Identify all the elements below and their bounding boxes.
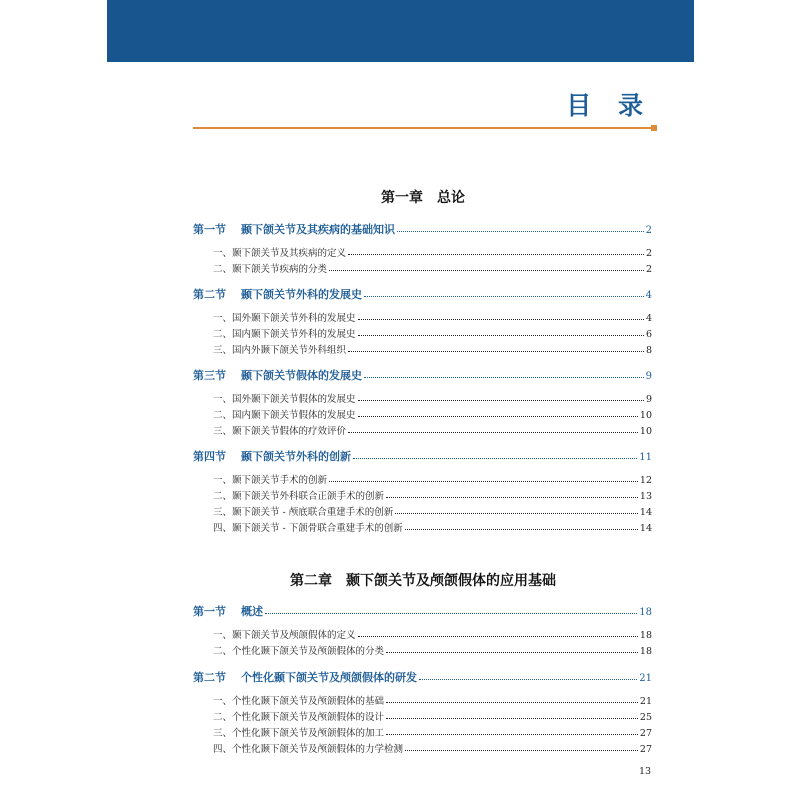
toc-section-entry[interactable] [193,669,652,685]
toc-subentry[interactable] [213,504,652,518]
subentry-label: 一、颞下颌关节及颅颌假体的定义 [213,630,356,641]
dot-leader [358,400,644,401]
page-ref: 9 [645,371,652,382]
section-number: 第二节 [193,671,226,684]
chapter-heading: 第一章 总论 [381,190,465,206]
page-ref: 14 [639,523,652,534]
page-ref: 12 [639,475,652,486]
page-ref: 18 [639,607,652,618]
dot-leader [358,319,644,320]
subentry-label: 二、颞下颌关节外科联合正颌手术的创新 [213,491,385,502]
dot-leader [329,481,638,482]
dot-leader [348,351,644,352]
dot-leader [353,458,637,459]
dot-leader [348,432,638,433]
page-ref: 25 [639,712,652,723]
dot-leader [329,270,644,271]
toc-subentry[interactable] [213,326,652,340]
dot-leader [364,296,644,297]
subentry-label: 一、国外颞下颌关节外科的发展史 [213,313,356,324]
toc-subentry[interactable] [213,407,652,421]
toc-subentry[interactable] [213,488,652,502]
dot-leader [386,718,638,719]
dot-leader [386,702,638,703]
section-number: 第一节 [193,223,226,236]
subentry-label: 二、个性化颞下颌关节及颅颌假体的分类 [213,646,385,657]
page-ref: 27 [639,744,652,755]
page-ref: 6 [645,329,652,340]
subentry-label: 一、个性化颞下颌关节及颅颌假体的基础 [213,696,385,707]
page-ref: 18 [639,630,652,641]
page-number: 13 [639,766,652,777]
page-ref: 2 [645,225,652,236]
chapter-heading: 第二章 颞下颌关节及颅颌假体的应用基础 [290,573,556,589]
page-ref: 4 [645,290,652,301]
section-number: 第一节 [193,605,226,618]
toc-subentry[interactable] [213,709,652,723]
page-ref: 27 [639,728,652,739]
toc-subentry[interactable] [213,725,652,739]
page-ref: 14 [639,507,652,518]
dot-leader [395,513,638,514]
dot-leader [405,750,638,751]
section-title: 个性化颞下颌关节及颅颌假体的研发 [241,671,417,684]
subentry-label: 一、颞下颌关节及其疾病的定义 [213,248,347,259]
dot-leader [386,497,638,498]
subentry-label: 四、颞下颌关节 - 下颌骨联合重建手术的创新 [213,523,403,534]
dot-leader [405,529,638,530]
dot-leader [265,613,637,614]
toc-subentry[interactable] [213,520,652,534]
page-ref: 2 [645,248,652,259]
toc-section-entry[interactable] [193,221,652,237]
toc-subentry[interactable] [213,342,652,356]
subentry-label: 二、个性化颞下颌关节及颅颌假体的设计 [213,712,385,723]
dot-leader [397,231,644,232]
page-ref: 21 [639,696,652,707]
subentry-label: 二、国内颞下颌关节外科的发展史 [213,329,356,340]
dot-leader [419,679,637,680]
toc-subentry[interactable] [213,741,652,755]
dot-leader [358,416,638,417]
dot-leader [386,652,638,653]
page-ref: 8 [645,345,652,356]
subentry-label: 三、个性化颞下颌关节及颅颌假体的加工 [213,728,385,739]
page-ref: 18 [639,646,652,657]
section-number: 第三节 [193,369,226,382]
page-ref: 10 [639,426,652,437]
dot-leader [364,377,644,378]
toc-subentry[interactable] [213,391,652,405]
toc-subentry[interactable] [213,261,652,275]
subentry-label: 四、个性化颞下颌关节及颅颌假体的力学检测 [213,744,404,755]
page-ref: 4 [645,313,652,324]
subentry-label: 三、颞下颌关节 - 颅底联合重建手术的创新 [213,507,394,518]
page-ref: 9 [645,394,652,405]
page-ref: 13 [639,491,652,502]
toc-section-entry[interactable] [193,448,652,464]
toc-subentry[interactable] [213,423,652,437]
page-ref: 21 [639,673,652,684]
dot-leader [348,254,644,255]
page-ref: 2 [645,264,652,275]
section-title: 颞下颌关节及其疾病的基础知识 [241,223,395,236]
subentry-label: 一、颞下颌关节手术的创新 [213,475,328,486]
toc-section-entry[interactable] [193,286,652,302]
toc-subentry[interactable] [213,472,652,486]
dot-leader [358,335,644,336]
toc-section-entry[interactable] [193,603,652,619]
subentry-label: 二、国内颞下颌关节假体的发展史 [213,410,356,421]
section-number: 第二节 [193,288,226,301]
toc-subentry[interactable] [213,643,652,657]
dot-leader [358,636,638,637]
toc-subentry[interactable] [213,627,652,641]
subentry-label: 二、颞下颌关节疾病的分类 [213,264,328,275]
section-title: 颞下颌关节假体的发展史 [241,369,362,382]
toc-subentry[interactable] [213,310,652,324]
dot-leader [386,734,638,735]
subentry-label: 三、国内外颞下颌关节外科组织 [213,345,347,356]
toc-subentry[interactable] [213,693,652,707]
section-title: 概述 [241,605,263,618]
toc-section-entry[interactable] [193,367,652,383]
page-ref: 10 [639,410,652,421]
page-title: 目 录 [566,91,652,120]
section-title: 颞下颌关节外科的创新 [241,450,351,463]
subentry-label: 一、国外颞下颌关节假体的发展史 [213,394,356,405]
section-number: 第四节 [193,450,226,463]
subentry-label: 三、颞下颌关节假体的疗效评价 [213,426,347,437]
section-title: 颞下颌关节外科的发展史 [241,288,362,301]
toc-subentry[interactable] [213,245,652,259]
page-ref: 11 [639,452,652,463]
